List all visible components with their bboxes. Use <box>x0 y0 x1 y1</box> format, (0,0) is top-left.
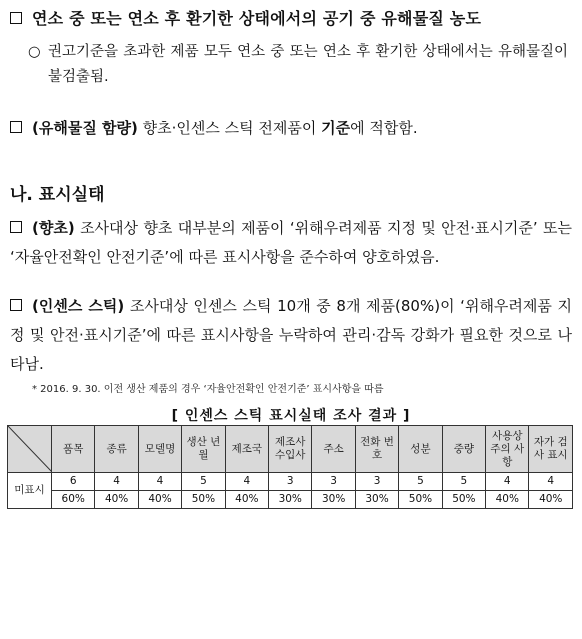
row-label-unlabeled: 미표시 <box>8 473 52 509</box>
heading-air-concentration: 연소 중 또는 연소 후 환기한 상태에서의 공기 중 유해물질 농도 <box>10 6 481 29</box>
count-cell: 4 <box>486 473 529 491</box>
table-row-counts <box>8 473 573 491</box>
header-cell: 생산 년월 <box>182 426 225 473</box>
labeling-results-table <box>7 425 573 509</box>
paragraph-harmful-content: (유해물질 함량) 향초·인센스 스틱 전제품이 기준에 적합함. <box>10 114 570 143</box>
table-header-row <box>8 426 573 473</box>
percent-cell: 30% <box>312 491 355 509</box>
count-cell: 3 <box>312 473 355 491</box>
count-cell: 6 <box>52 473 95 491</box>
circle-bullet-icon: ○ <box>28 44 41 60</box>
table-corner-cell <box>8 426 52 473</box>
header-cell: 주소 <box>312 426 355 473</box>
percent-cell: 40% <box>529 491 573 509</box>
header-cell: 성분 <box>399 426 442 473</box>
diagonal-line-icon <box>8 426 52 472</box>
bullet-text: 권고기준을 초과한 제품 모두 연소 중 또는 연소 후 환기한 상태에서는 유해물질이 불검출됨. <box>48 44 568 85</box>
count-cell: 5 <box>182 473 225 491</box>
count-cell: 5 <box>442 473 485 491</box>
percent-cell: 30% <box>355 491 398 509</box>
percent-cell: 50% <box>399 491 442 509</box>
bullet-no-detection <box>28 40 568 90</box>
checkbox-square-icon <box>10 12 22 24</box>
section-title: 나. 표시실태 <box>10 185 105 205</box>
header-cell: 제조국 <box>225 426 268 473</box>
paragraph-candle: (향초) 조사대상 향초 대부분의 제품이 ‘위해우려제품 지정 및 안전·표시기준’ 또는 ‘자율안전확인 안전기준’에 따른 표시사항을 준수하여 양호하였음. <box>10 219 572 266</box>
count-cell: 3 <box>355 473 398 491</box>
footnote: * 2016. 9. 30. 이전 생산 제품의 경우 ‘자율안전확인 안전기준’ 표시사항을 따름 <box>32 384 384 395</box>
header-cell: 사용상 주의 사항 <box>486 426 529 473</box>
paragraph-incense: (인센스 스틱) 조사대상 인센스 스틱 10개 중 8개 제품(80%)이 ‘위해우려제품 지정 및 안전·표시기준’에 따른 표시사항을 누락하여 관리·감독 강화가 필요한 것으로 나타남. <box>10 297 572 373</box>
header-cell: 품목 <box>52 426 95 473</box>
table-caption: [ 인센스 스틱 표시실태 조사 결과 ] <box>171 408 411 424</box>
count-cell: 4 <box>225 473 268 491</box>
percent-cell: 50% <box>442 491 485 509</box>
percent-cell: 40% <box>225 491 268 509</box>
percent-cell: 40% <box>486 491 529 509</box>
count-cell: 5 <box>399 473 442 491</box>
count-cell: 3 <box>269 473 312 491</box>
header-cell: 종류 <box>95 426 138 473</box>
header-cell: 모델명 <box>138 426 181 473</box>
percent-cell: 50% <box>182 491 225 509</box>
table-row-percents <box>8 491 573 509</box>
percent-cell: 40% <box>95 491 138 509</box>
count-cell: 4 <box>95 473 138 491</box>
percent-cell: 60% <box>52 491 95 509</box>
header-cell: 제조사 수입사 <box>269 426 312 473</box>
checkbox-square-icon <box>10 299 22 311</box>
count-cell: 4 <box>138 473 181 491</box>
percent-cell: 30% <box>269 491 312 509</box>
checkbox-square-icon <box>10 121 22 133</box>
header-cell: 전화 번호 <box>355 426 398 473</box>
count-cell: 4 <box>529 473 573 491</box>
checkbox-square-icon <box>10 221 22 233</box>
header-cell: 자가 검사 표시 <box>529 426 573 473</box>
percent-cell: 40% <box>138 491 181 509</box>
header-cell: 중량 <box>442 426 485 473</box>
